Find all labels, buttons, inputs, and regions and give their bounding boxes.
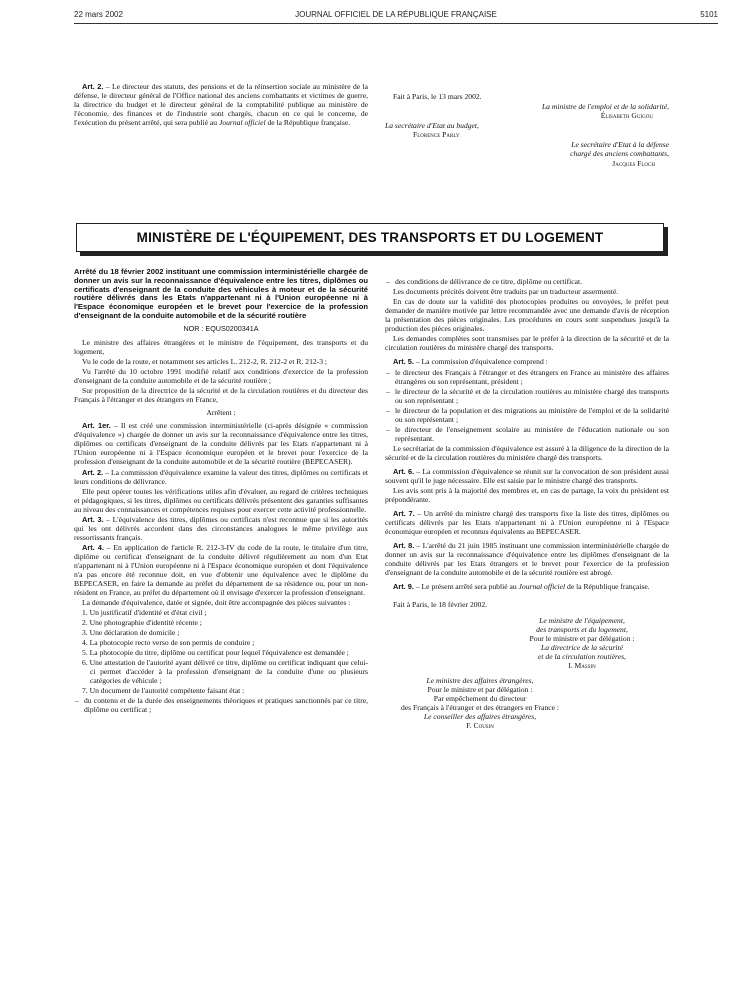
pieces-list — [74, 608, 368, 695]
piece-item: 6. Une attestation de l'autorité ayant délivré ce titre, diplôme ou certificat indiquant que celui-ci permet d'accéder à la profession d'enseignant de la conduite d'une ou plusieurs catégories de véhicule ; — [82, 658, 368, 686]
header-rule — [74, 23, 718, 24]
piece7-list-continued — [385, 277, 669, 286]
article-4-para-2: La demande d'équivalence, datée et signée, doit être accompagnée des pièces suivantes : — [82, 598, 351, 608]
nor-reference: NOR : EQUS0200341A — [183, 323, 259, 333]
signature-block-affaires-etrangeres: Le ministre des affaires étrangères, Pour le ministre et par délégation : Par empêchement du directeur des Français à l'étranger et des étrangers en France : Le conseiller des affaires étrangères, F. Cousin — [400, 675, 560, 730]
decree-left-column — [74, 268, 368, 715]
article-9: Art. 9. – Le présent arrêté sera publié au Journal officiel de la République française. — [393, 581, 650, 591]
piece-item: 7. Un document de l'autorité compétente faisant état : — [82, 686, 245, 696]
sig3-title-1: Le secrétaire d'Etat à la défense — [571, 139, 669, 149]
right-para-3: Les demandes complètes sont transmises par le préfet à la direction de la sécurité et de la circulation routières du ministère chargé des transports. — [385, 334, 669, 353]
piece-item: 2. Une photographie d'identité récente ; — [82, 618, 202, 628]
right-para-2: En cas de doute sur la validité des photocopies produites ou envoyées, le préfet peut demander de manière motivée par lettre recommandée avec une demande d'avis de réception la présentation des pièces originales. Les procédures en cours sont suspendues jusqu'à la production des pièces originales. — [385, 297, 669, 334]
article-3: Art. 3. – L'équivalence des titres, diplômes ou certificats n'est reconnue que si les autorités qui les ont délivrés accordent dans des circonstances analogues le même privilège aux ressortissants français. — [74, 514, 368, 542]
article-2: Art. 2. – La commission d'équivalence examine la valeur des titres, diplômes ou certificats et leurs conditions de délivrance. — [74, 467, 368, 486]
top-article-2: Art. 2. – Le directeur des statuts, des pensions et de la réinsertion sociale au ministère de la défense, le directeur général de l'Office national des anciens combattants et victimes de guerre, la directrice du budget et le directeur général de la comptabilité publique au ministère de l'économie, des finances et de l'industrie sont chargés, chacun en ce qui le concerne, de l'exécution du présent arrêté, qui sera publié au Journal officiel de la République française. — [74, 82, 368, 127]
article-6-para-2: Les avis sont pris à la majorité des membres et, en cas de partage, la voix du président est prépondérante. — [385, 485, 669, 504]
piece-item: 5. La photocopie du titre, diplôme ou certificat pour lequel l'équivalence est demandée ; — [82, 648, 349, 658]
article-5-para-2: Le secrétariat de la commission d'équivalence est assuré à la diligence de la direction de la sécurité et de la circulation routières du ministère chargé des transports. — [385, 443, 669, 462]
piece7-item: – des conditions de délivrance de ce titre, diplôme ou certificat. — [385, 277, 669, 286]
piece-item: 1. Un justificatif d'identité et d'état civil ; — [82, 608, 207, 618]
article-4: Art. 4. – En application de l'article R. 212-3-IV du code de la route, le titulaire d'un titre, diplôme ou certificat d'enseignant de la conduite délivré régulièrement au nom d'un Etat n'appartenant ni à l'Union européenne ni à l'Espace économique européen et dont l'équivalence n'a pas encore été reconnue doit, en vue d'obtenir une équivalence avec le diplôme du BEPECASER, en faire la demande au préfet du département de sa résidence ou, pour un non-résident en France, au préfet du département où il envisage d'exercer la profession d'enseignant. — [74, 543, 368, 598]
decree-place-date: Fait à Paris, le 18 février 2002. — [393, 599, 488, 609]
header-page-number: 5101 — [700, 10, 718, 19]
article-5: Art. 5. – La commission d'équivalence comprend : — [393, 357, 548, 367]
sig2-title: La secrétaire d'Etat au budget, — [385, 120, 479, 130]
preamble-3: Sur proposition de la directrice de la sécurité et de la circulation routières et du directeur des Français à l'étranger et des étrangers en France, — [74, 386, 368, 405]
piece7-item: – du contenu et de la durée des enseignements théoriques et pratiques sanctionnés par ce titre, diplôme ou certificat ; — [74, 696, 368, 714]
ministry-banner: MINISTÈRE DE L'ÉQUIPEMENT, DES TRANSPORTS ET DU LOGEMENT — [76, 223, 664, 252]
member-item: – le directeur de la sécurité et de la circulation routières au ministère chargé des transports ou son représentant ; — [385, 387, 669, 405]
page-header — [74, 10, 718, 22]
header-date: 22 mars 2002 — [74, 10, 123, 19]
article-1: Art. 1er. – Il est créé une commission interministérielle (ci-après désignée « commission d'équivalence ») chargée de donner un avis sur la reconnaissance d'équivalence entre les titres, diplômes ou certificats d'enseignant de la conduite délivrés par les Etats n'appartenant ni à l'Union européenne ni à l'Espace économique européen et le brevet pour l'exercice de la profession d'enseignant de la conduite automobile et de la sécurité routière (BEPECASER). — [74, 421, 368, 467]
preamble-1: Vu le code de la route, et notamment ses articles L. 212-2, R. 212-2 et R. 212-3 ; — [82, 356, 328, 366]
sig1-name: Élisabeth Guigou — [600, 111, 653, 120]
article-2-para-2: Elle peut opérer toutes les vérifications utiles afin d'évaluer, au regard de critères techniques et pédagogiques, si les titres, diplômes ou certificats délivrés présentent des garanties suffisantes au niveau des connaissances et compétences requises pour exercer cette activité professionnelle. — [74, 486, 368, 514]
sig2-name: Florence Parly — [413, 130, 460, 139]
commission-members-list — [385, 368, 669, 443]
sig1-title: La ministre de l'emploi et de la solidarité, — [541, 101, 669, 111]
piece-item: 3. Une déclaration de domicile ; — [82, 628, 180, 638]
preamble-2: Vu l'arrêté du 10 octobre 1991 modifié relatif aux conditions d'exercice de la profession d'enseignant de la conduite automobile et de la sécurité routière ; — [74, 367, 368, 386]
sig3-title-2: chargé des anciens combattants, — [570, 149, 669, 158]
member-item: – le directeur de l'enseignement scolaire au ministère de l'éducation nationale ou son représentant. — [385, 425, 669, 443]
member-item: – le directeur de la population et des migrations au ministère de l'emploi et de la solidarité ou son représentant ; — [385, 406, 669, 424]
member-item: – le directeur des Français à l'étranger et des étrangers en France au ministère des affaires étrangères ou son représentant, président ; — [385, 368, 669, 386]
article-8: Art. 8. – L'arrêté du 21 juin 1985 instituant une commission interministérielle chargée de donner un avis sur la reconnaissance d'équivalence entre les diplômes d'enseignant de la conduite délivrés par les Etats étrangers et le brevet pour l'exercice de la profession d'enseignant de la conduite automobile et de la sécurité routière est abrogé. — [385, 540, 669, 577]
header-journal-title: JOURNAL OFFICIEL DE LA RÉPUBLIQUE FRANÇAISE — [295, 10, 497, 19]
decree-right-column — [385, 277, 669, 730]
right-para-1: Les documents précités doivent être traduits par un traducteur assermenté. — [393, 287, 619, 296]
signature-block-equipement: Le ministre de l'équipement, des transports et du logement, Pour le ministre et par délégation : La directrice de la sécurité et de la circulation routières, I. Massin — [529, 615, 635, 670]
arretent: Arrêtent : — [206, 408, 236, 418]
decree-title: Arrêté du 18 février 2002 instituant une commission interministérielle chargée de donner un avis sur la reconnaissance d'équivalence entre les titres, diplômes ou certificats d'enseignant de la conduite des véhicules à moteur et de la sécurité routière délivrés dans les Etats n'appartenant ni à l'Union européenne ni à l'Espace économique européen et le brevet pour l'exercice de la profession d'enseignant de la conduite automobile et de la sécurité routière — [74, 267, 368, 320]
preamble-0: Le ministre des affaires étrangères et le ministre de l'équipement, des transports et du logement, — [74, 337, 368, 356]
piece-item: 4. La photocopie recto verso de son permis de conduire ; — [82, 638, 255, 648]
sig3-name: Jacques Floch — [612, 158, 655, 168]
piece7-list — [74, 696, 368, 714]
article-7: Art. 7. – Un arrêté du ministre chargé des transports fixe la liste des titres, diplômes ou certificats délivrés par les Etats n'appartenant ni à l'Union européenne ni à l'Espace économique européen et reconnus équivalents au BEPECASER. — [385, 508, 669, 536]
article-6: Art. 6. – La commission d'équivalence se réunit sur la convocation de son président aussi souvent qu'il le juge nécessaire. Elle est saisie par le ministre chargé des transports. — [385, 466, 669, 485]
top-signatures — [385, 92, 669, 168]
top-article-column — [74, 82, 368, 128]
top-place-date: Fait à Paris, le 13 mars 2002. — [393, 92, 482, 101]
